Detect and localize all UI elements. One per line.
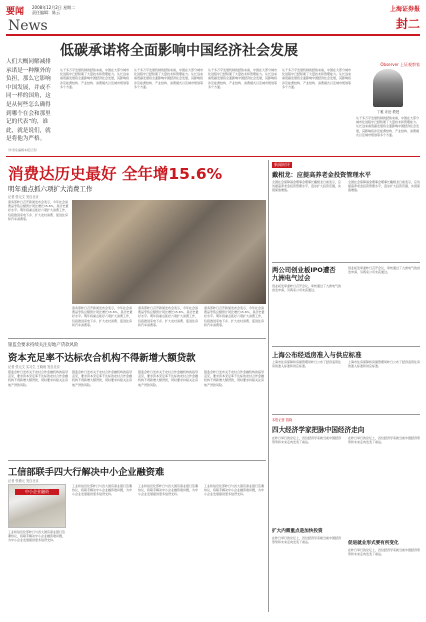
newspaper-brand: 上海证券报 xyxy=(389,6,420,13)
middle-body-col-2: 银监会昨日发布关于农村合作金融机构的指导意见，要求资本充足率不达标的农村合作金融机构不得新增大额贷款，同时要求持续关注房地产贷款风险。 xyxy=(72,370,133,387)
right-story4-tag: 本报记者 钱晓 xyxy=(272,418,293,422)
middle-body-col-1: 银监会昨日发布关于农村合作金融机构的指导意见，要求资本充足率不达标的农村合作金融机构不得新增大额贷款，同时要求持续关注房地产贷款风险。 xyxy=(8,370,68,387)
bottom-body-col-3: 工业和信息化部昨日与四大国有商业银行签署协议，将联手解决中小企业融资难问题，为中小企业发展提供更多信贷支持。 xyxy=(138,484,199,497)
observer-block xyxy=(356,62,420,154)
divider-right-3 xyxy=(272,414,420,415)
section-title: 要闻 xyxy=(6,7,25,17)
bottom-headline: 工信部联手四大行解决中小企业融资难 xyxy=(8,467,165,478)
bottom-body-col-2: 工业和信息化部昨日与四大国有商业银行签署协议，将联手解决中小企业融资难问题，为中小企业发展提供更多信贷支持。 xyxy=(72,484,133,497)
bottom-body-col-1: 工业和信息化部昨日与四大国有商业银行签署协议，将联手解决中小企业融资难问题，为中小企业发展提供更多信贷支持。 xyxy=(8,530,66,543)
lead-body-col-4: 从千多万平发展机制的经验来看，中国在大部分城市化进程中已经积累了大量技术和管理能力。从长远来看低碳发展将全面影响中国经济社会发展，其影响将涉及能源结构、产业结构、消费模式以及城市规划等多个方面。 xyxy=(282,68,352,89)
divider-right-2 xyxy=(272,346,420,347)
lead-body-col-2: 从千多万平发展机制的经验来看，中国在大部分城市化进程中已经积累了大量技术和管理能力。从长远来看低碳发展将全面影响中国经济社会发展，其影响将涉及能源结构、产业结构、消费模式以及城市规划等多个方面。 xyxy=(134,68,204,89)
middle-headline: 资本充足率不达标农合机构不得新增大额贷款 xyxy=(8,353,196,364)
editor-line: 责任编辑：陈云 xyxy=(32,10,60,15)
right-story4-col-2b: 在昨日举行的论坛上，四位经济学家就当前中国经济形势和未来走向发表了看法。 xyxy=(348,548,420,557)
date-line: 2008年12月2日 星期二 xyxy=(32,5,76,10)
author-portrait xyxy=(373,69,403,107)
main-photo xyxy=(72,200,266,304)
main-subhead: 明年重点抓六项扩大消费工作 xyxy=(8,185,93,193)
right-story1-col-2: 全国社会保障基金理事会理事长戴相龙日前表示，应该提高养老金投资管理水平，逐步扩大投资范围，实现保值增值。 xyxy=(348,180,420,193)
right-story4-col-2: 在昨日举行的论坛上，四位经济学家就当前中国经济形势和未来走向发表了看法。 xyxy=(348,436,420,445)
observer-body: 从千多万平发展机制的经验来看，中国在大部分城市化进程中已经积累了大量技术和管理能力。从长远来看低碳发展将全面影响中国经济社会发展，其影响将涉及能源结构、产业结构、消费模式以及城市规划等多个方面。 xyxy=(356,116,420,137)
divider-right-1 xyxy=(272,262,420,263)
masthead xyxy=(6,4,420,36)
main-byline: 记者 张元文 发自北京 xyxy=(8,195,39,199)
right-story3-headline: 上海公布经适房准入与供应标准 xyxy=(272,351,362,359)
right-story2-col-2: 创业板发审委昨日召开会议，审核通过了九洲电气的首发申请，另两家公司未获通过。 xyxy=(348,266,420,275)
main-body-col-3: 商务部昨日召开新闻发布会表示，今年社会消费品零售总额预计同比增长15.6%，是历史最好水平。明年将重点抓好六项扩大消费工作，包括推进家电下乡、扩大农村消费、促进住房和汽车消费等。 xyxy=(138,306,199,327)
lead-headline: 低碳承诺将全面影响中国经济社会发展 xyxy=(60,43,298,59)
right-story2-col-1: 创业板发审委昨日召开会议，审核通过了九洲电气的首发申请，另两家公司未获通过。 xyxy=(272,284,342,293)
right-story4-col-1b: 在昨日举行的论坛上，四位经济学家就当前中国经济形势和未来走向发表了看法。 xyxy=(272,536,342,545)
bottom-body-col-4: 工业和信息化部昨日与四大国有商业银行签署协议，将联手解决中小企业融资难问题，为中小企业发展提供更多信贷支持。 xyxy=(204,484,265,497)
lead-sidebar-text: 人们大概同解减排承诺是一种额外的负担，那么它影响中国发展，并或不同一样的国角，这是从何些怎么确得到哪个在会和那里记的代表”的，谁此，就是说们，就是将他为严格。 xyxy=(6,59,51,143)
lead-sidebar xyxy=(6,58,56,152)
bottom-photo xyxy=(8,484,66,528)
divider-right-column xyxy=(268,160,269,612)
middle-byline: 记者 张元文 实习生 王晓雨 发自北京 xyxy=(8,365,60,369)
right-story4-col-1: 在昨日举行的论坛上，四位经济学家就当前中国经济形势和未来走向发表了看法。 xyxy=(272,436,342,445)
lead-sidebar-byline: （作者系编辑本报记者） xyxy=(6,147,40,152)
right-story1-col-1: 全国社会保障基金理事会理事长戴相龙日前表示，应该提高养老金投资管理水平，逐步扩大投资范围，实现保值增值。 xyxy=(272,180,342,193)
middle-body-col-4: 银监会昨日发布关于农村合作金融机构的指导意见，要求资本充足率不达标的农村合作金融机构不得新增大额贷款，同时要求持续关注房地产贷款风险。 xyxy=(204,370,265,387)
author-caption: 丁雅 评论 教授 xyxy=(376,110,400,114)
main-body-col-2: 商务部昨日召开新闻发布会表示，今年社会消费品零售总额预计同比增长15.6%，是历史最好水平。明年将重点抓好六项扩大消费工作，包括推进家电下乡、扩大农村消费、促进住房和汽车消费等。 xyxy=(72,306,133,327)
divider-top xyxy=(6,156,420,157)
bottom-byline: 记者 张敏元 发自北京 xyxy=(8,479,39,483)
bottom-photo-caption: 中小企业融资 xyxy=(15,489,59,495)
right-story2-headline: 两公司创业板IPO遭否 九洲电气过会 xyxy=(272,266,336,282)
right-tag: 新闻时评 xyxy=(274,162,290,167)
issue-date xyxy=(32,5,75,15)
right-box-label: 扩大内需重点是加快投资 xyxy=(272,529,323,534)
lead-body-col-1: 从千多万平发展机制的经验来看，中国在大部分城市化进程中已经积累了大量技术和管理能力。从长远来看低碳发展将全面影响中国经济社会发展，其影响将涉及能源结构、产业结构、消费模式以及城市规划等多个方面。 xyxy=(60,68,130,89)
divider-bottom xyxy=(8,460,266,461)
page-label: 封二 xyxy=(395,17,420,31)
right-story1-headline: 戴相龙：应提高养老金投资管理水平 xyxy=(272,172,371,179)
section-english: News xyxy=(8,18,48,34)
main-headline: 消费达历史最好 全年增15.6% xyxy=(8,165,223,183)
middle-body-col-3: 银监会昨日发布关于农村合作金融机构的指导意见，要求资本充足率不达标的农村合作金融机构不得新增大额贷款，同时要求持续关注房地产贷款风险。 xyxy=(138,370,199,387)
right-story3-col-2: 上海市住房保障和房屋管理局昨日公布了经济适用住房的准入标准和供应标准。 xyxy=(348,360,420,369)
lead-body-col-3: 从千多万平发展机制的经验来看，中国在大部分城市化进程中已经积累了大量技术和管理能力。从长远来看低碳发展将全面影响中国经济社会发展，其影响将涉及能源结构、产业结构、消费模式以及城市规划等多个方面。 xyxy=(208,68,278,89)
divider-middle xyxy=(8,338,266,339)
main-body-col-1: 商务部昨日召开新闻发布会表示，今年社会消费品零售总额预计同比增长15.6%，是历史最好水平。明年将重点抓好六项扩大消费工作，包括推进家电下乡、扩大农村消费、促进住房和汽车消费等。 xyxy=(8,200,69,221)
right-story4-headline: 四大经济学家把脉中国经济走向 xyxy=(272,426,365,434)
middle-kicker: 银监会要求持续关注房地产贷款风险 xyxy=(8,343,79,348)
right-box2-label: 促进就业形式要有所变化 xyxy=(348,541,399,546)
right-story3-col-1: 上海市住房保障和房屋管理局昨日公布了经济适用住房的准入标准和供应标准。 xyxy=(272,360,342,369)
observer-label: Observer 上证观察家 xyxy=(380,62,420,67)
main-body-col-4: 商务部昨日召开新闻发布会表示，今年社会消费品零售总额预计同比增长15.6%，是历史最好水平。明年将重点抓好六项扩大消费工作，包括推进家电下乡、扩大农村消费、促进住房和汽车消费等。 xyxy=(204,306,265,327)
